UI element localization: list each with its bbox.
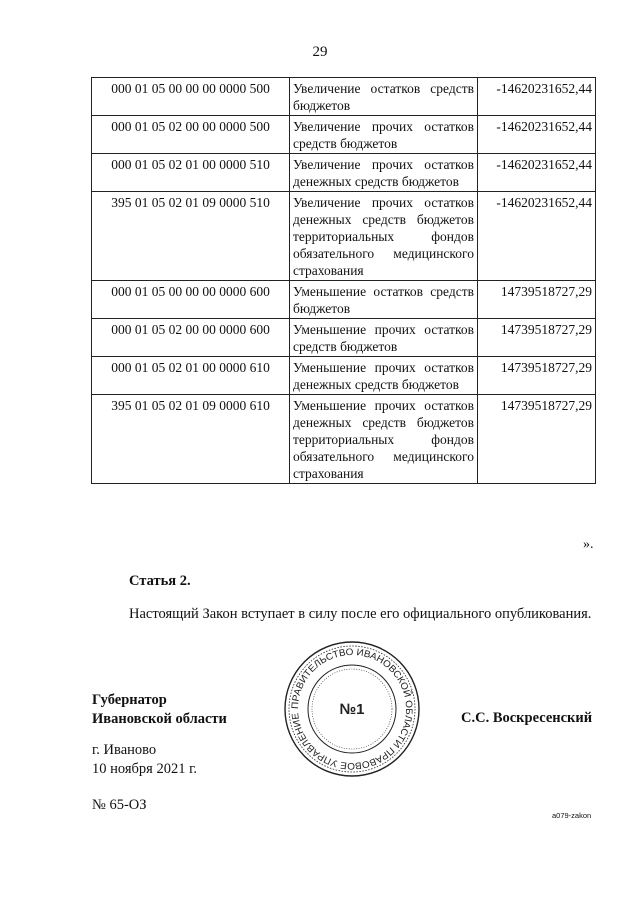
table-row (92, 281, 596, 319)
signatory-title-line1: Губернатор (92, 692, 167, 708)
table-body (92, 78, 596, 484)
name-cell: Уменьшение прочих остатков денежных средств бюджетов (290, 357, 478, 395)
amount-cell: 14739518727,29 (478, 281, 596, 319)
table-row (92, 154, 596, 192)
name-cell: Уменьшение прочих остатков средств бюджетов (290, 319, 478, 357)
code-cell: 395 01 05 02 01 09 0000 510 (92, 192, 290, 281)
name-cell: Увеличение прочих остатков денежных средств бюджетов (290, 154, 478, 192)
budget-sources-table (91, 77, 596, 484)
official-seal (283, 640, 421, 778)
seal-graphic (283, 640, 421, 778)
amount-cell: -14620231652,44 (478, 78, 596, 116)
closing-quote: ». (583, 537, 594, 552)
code-cell: 000 01 05 02 01 00 0000 610 (92, 357, 290, 395)
amount-cell: -14620231652,44 (478, 116, 596, 154)
table-row (92, 78, 596, 116)
table-row (92, 116, 596, 154)
seal-number: №1 (339, 701, 365, 718)
page-number: 29 (312, 44, 328, 60)
code-cell: 000 01 05 02 01 00 0000 510 (92, 154, 290, 192)
law-number: № 65-ОЗ (92, 797, 147, 813)
name-cell: Увеличение остатков средств бюджетов (290, 78, 478, 116)
name-cell: Уменьшение остатков средств бюджетов (290, 281, 478, 319)
name-cell: Увеличение прочих остатков денежных средств бюджетов территориальных фондов обязательного медицинского страхования (290, 192, 478, 281)
table-row (92, 319, 596, 357)
signatory-title-line2: Ивановской области (92, 711, 227, 727)
table-row (92, 395, 596, 484)
article-title: Статья 2. (129, 573, 191, 589)
amount-cell: 14739518727,29 (478, 357, 596, 395)
code-cell: 000 01 05 02 00 00 0000 500 (92, 116, 290, 154)
seal-text-path: ПРАВИТЕЛЬСТВО ИВАНОВСКОЙ ОБЛАСТИ ПРАВОВОЕ УПРАВЛЕНИЕ (289, 646, 415, 772)
signatory-title (92, 691, 227, 729)
article-body: Настоящий Закон вступает в силу после его официального опубликования. (129, 606, 592, 622)
document-code: a079-zakon (552, 811, 592, 820)
name-cell: Уменьшение прочих остатков денежных средств бюджетов территориальных фондов обязательного медицинского страхования (290, 395, 478, 484)
signatory-name: С.С. Воскресенский (461, 710, 593, 726)
amount-cell: 14739518727,29 (478, 395, 596, 484)
code-cell: 000 01 05 00 00 00 0000 500 (92, 78, 290, 116)
name-cell: Увеличение прочих остатков средств бюджетов (290, 116, 478, 154)
signing-place: г. Иваново (92, 742, 157, 758)
signing-date: 10 ноября 2021 г. (92, 761, 198, 777)
code-cell: 000 01 05 02 00 00 0000 600 (92, 319, 290, 357)
code-cell: 000 01 05 00 00 00 0000 600 (92, 281, 290, 319)
amount-cell: -14620231652,44 (478, 192, 596, 281)
amount-cell: 14739518727,29 (478, 319, 596, 357)
amount-cell: -14620231652,44 (478, 154, 596, 192)
code-cell: 395 01 05 02 01 09 0000 610 (92, 395, 290, 484)
table-row (92, 357, 596, 395)
table-row (92, 192, 596, 281)
